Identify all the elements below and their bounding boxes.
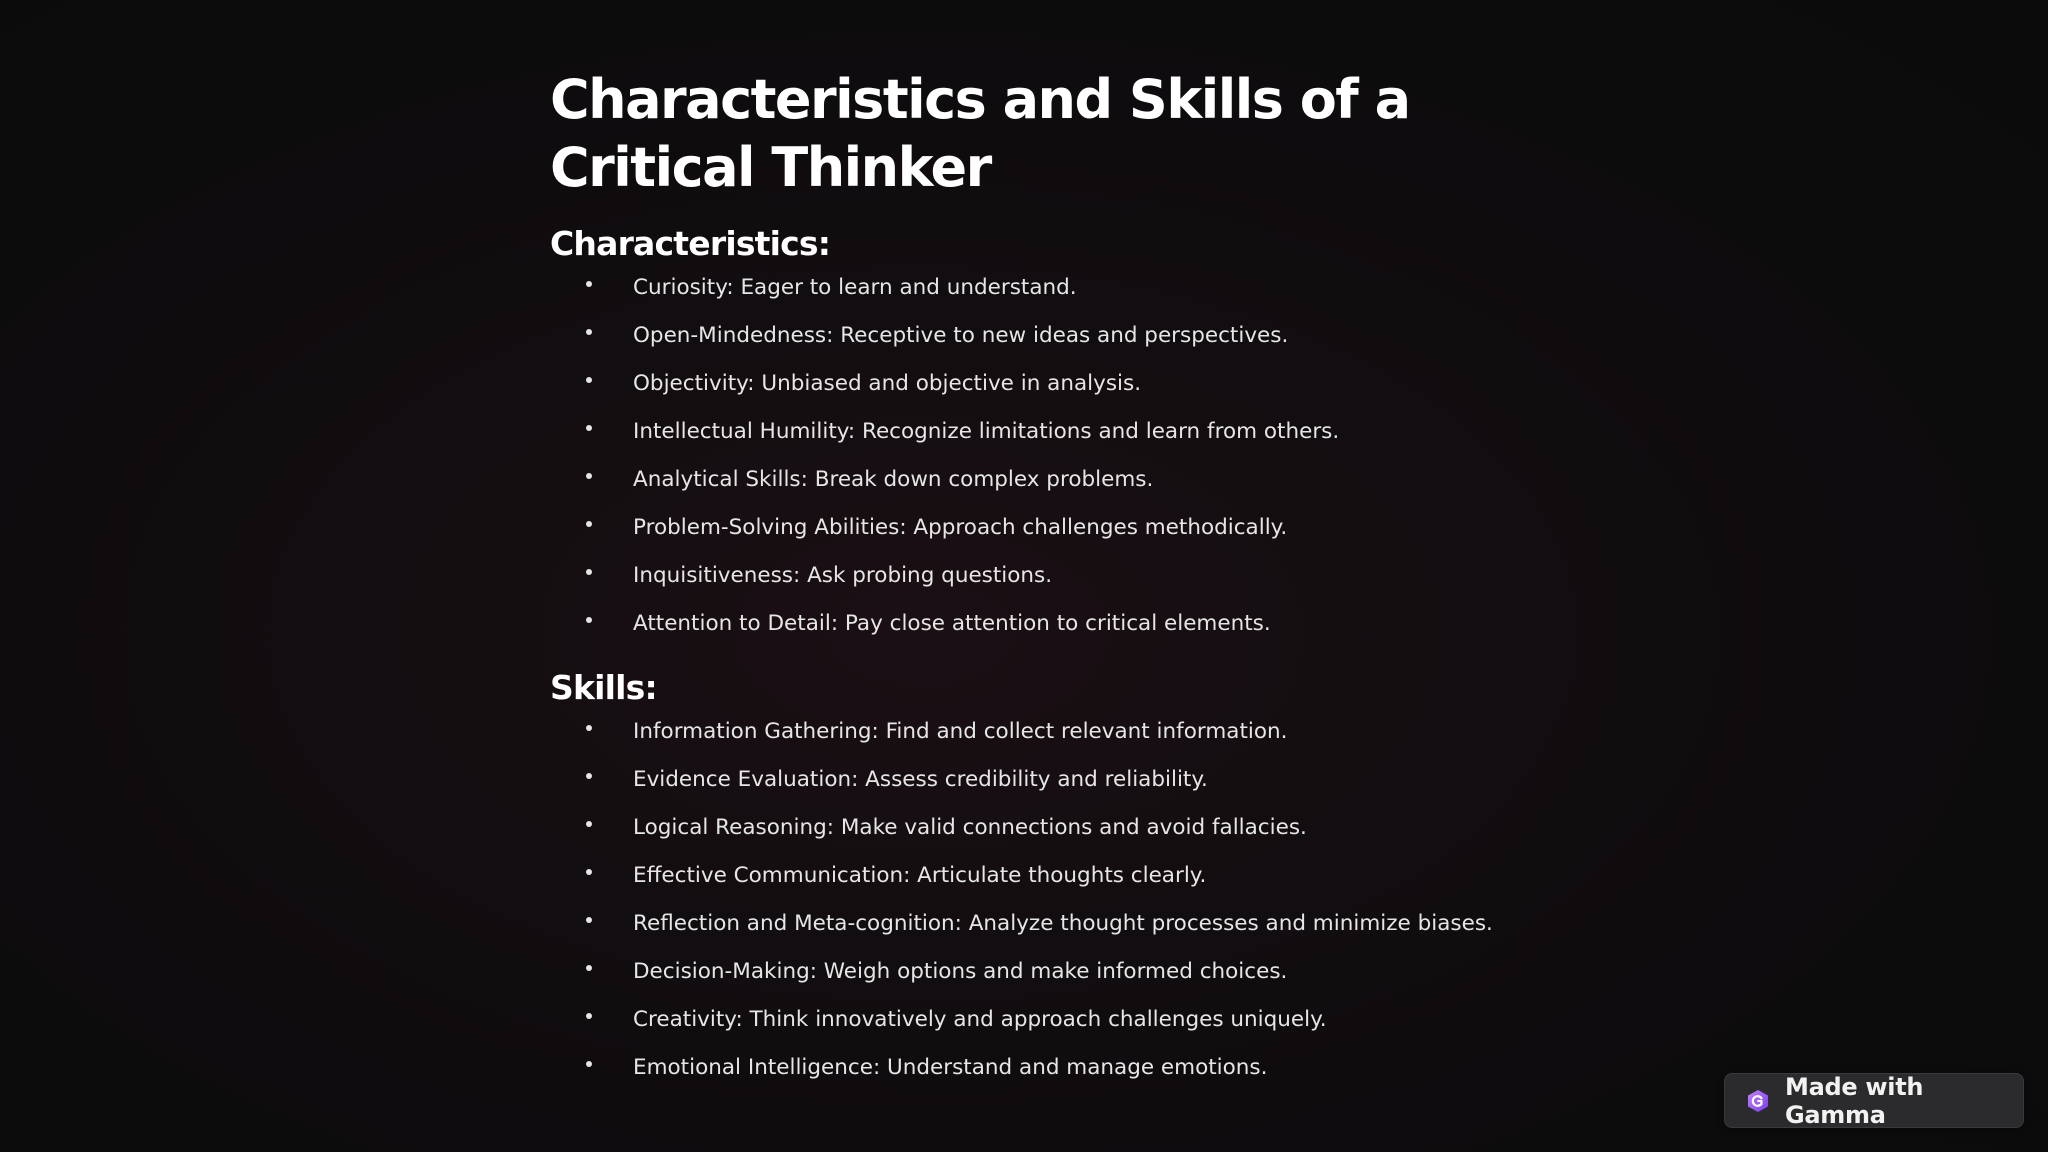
slide-title: Characteristics and Skills of a Critical Thinker bbox=[550, 68, 1410, 199]
bullet-icon bbox=[586, 377, 592, 383]
characteristics-list bbox=[550, 264, 1550, 648]
list-item bbox=[550, 456, 1550, 504]
list-item bbox=[550, 264, 1550, 312]
made-with-gamma-button[interactable] bbox=[1724, 1073, 2024, 1128]
list-item-text: Analytical Skills: Break down complex problems. bbox=[633, 467, 1154, 492]
list-item bbox=[550, 600, 1550, 648]
list-item-text: Information Gathering: Find and collect relevant information. bbox=[633, 719, 1288, 744]
section-heading-skills: Skills: bbox=[550, 668, 657, 707]
list-item bbox=[550, 852, 1550, 900]
list-item-text: Emotional Intelligence: Understand and manage emotions. bbox=[633, 1055, 1268, 1080]
bullet-icon bbox=[586, 473, 592, 479]
list-item-text: Inquisitiveness: Ask probing questions. bbox=[633, 563, 1053, 588]
list-item-text: Creativity: Think innovatively and approach challenges uniquely. bbox=[633, 1007, 1327, 1032]
list-item bbox=[550, 504, 1550, 552]
section-heading-characteristics: Characteristics: bbox=[550, 224, 831, 263]
list-item-text: Logical Reasoning: Make valid connections and avoid fallacies. bbox=[633, 815, 1307, 840]
bullet-icon bbox=[586, 329, 592, 335]
list-item bbox=[550, 312, 1550, 360]
list-item bbox=[550, 408, 1550, 456]
bullet-icon bbox=[586, 1061, 592, 1067]
list-item bbox=[550, 948, 1550, 996]
badge-label: Made with Gamma bbox=[1785, 1072, 1924, 1129]
gamma-logo-icon bbox=[1745, 1088, 1771, 1114]
bullet-icon bbox=[586, 281, 592, 287]
list-item-text: Intellectual Humility: Recognize limitations and learn from others. bbox=[633, 419, 1340, 444]
bullet-icon bbox=[586, 869, 592, 875]
list-item bbox=[550, 804, 1550, 852]
bullet-icon bbox=[586, 1013, 592, 1019]
bullet-icon bbox=[586, 773, 592, 779]
list-item-text: Reflection and Meta-cognition: Analyze thought processes and minimize biases. bbox=[633, 911, 1493, 936]
bullet-icon bbox=[586, 569, 592, 575]
list-item bbox=[550, 996, 1550, 1044]
list-item bbox=[550, 900, 1550, 948]
skills-list bbox=[550, 708, 1550, 1092]
list-item-text: Curiosity: Eager to learn and understand. bbox=[633, 275, 1077, 300]
bullet-icon bbox=[586, 521, 592, 527]
list-item-text: Problem-Solving Abilities: Approach challenges methodically. bbox=[633, 515, 1288, 540]
bullet-icon bbox=[586, 725, 592, 731]
bullet-icon bbox=[586, 617, 592, 623]
list-item-text: Attention to Detail: Pay close attention to critical elements. bbox=[633, 611, 1271, 636]
slide-card bbox=[550, 66, 1550, 1092]
list-item-text: Objectivity: Unbiased and objective in analysis. bbox=[633, 371, 1142, 396]
bullet-icon bbox=[586, 917, 592, 923]
list-item bbox=[550, 360, 1550, 408]
list-item-text: Evidence Evaluation: Assess credibility and reliability. bbox=[633, 767, 1208, 792]
bullet-icon bbox=[586, 821, 592, 827]
bullet-icon bbox=[586, 965, 592, 971]
list-item-text: Decision-Making: Weigh options and make informed choices. bbox=[633, 959, 1288, 984]
list-item-text: Open-Mindedness: Receptive to new ideas and perspectives. bbox=[633, 323, 1289, 348]
list-item bbox=[550, 756, 1550, 804]
bullet-icon bbox=[586, 425, 592, 431]
list-item bbox=[550, 708, 1550, 756]
list-item bbox=[550, 1044, 1550, 1092]
list-item-text: Effective Communication: Articulate thoughts clearly. bbox=[633, 863, 1207, 888]
list-item bbox=[550, 552, 1550, 600]
